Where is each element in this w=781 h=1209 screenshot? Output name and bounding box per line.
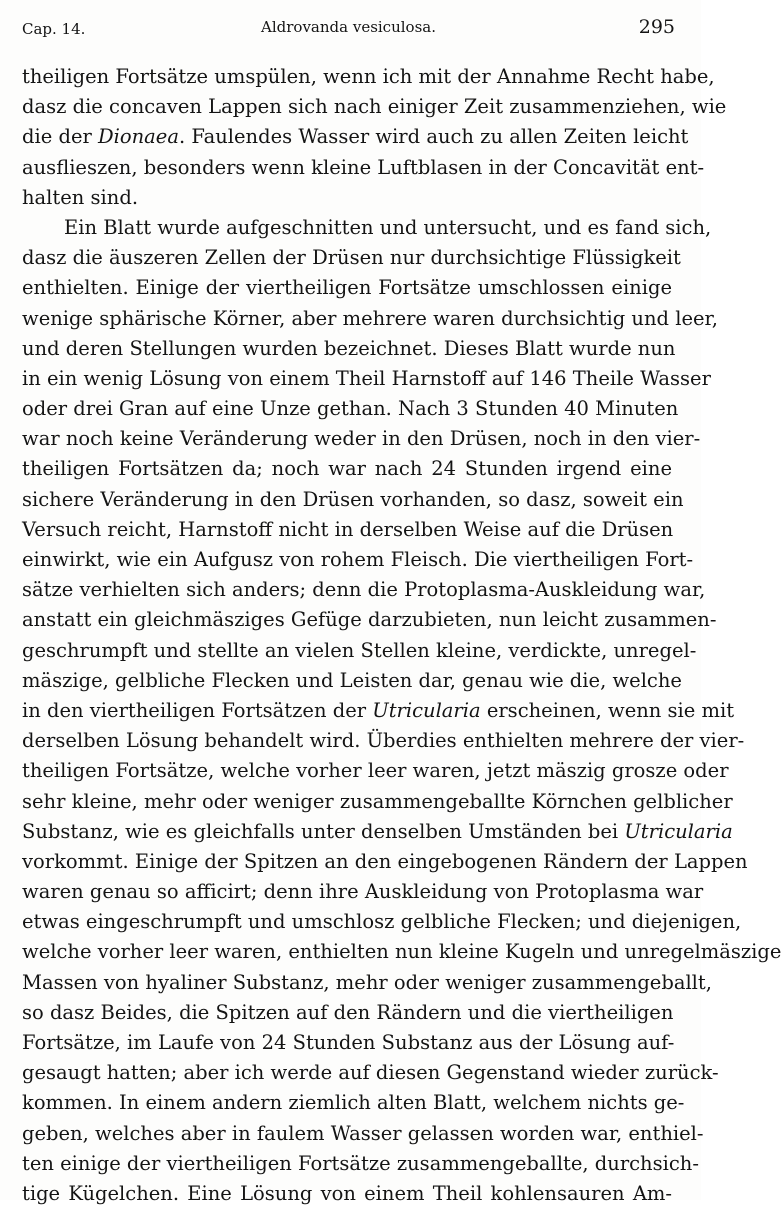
- text-run: gesaugt hatten; aber ich werde auf diesen Gegenstand wieder zurück-: [22, 1061, 719, 1085]
- text-run: etwas eingeschrumpft und umschlosz gelbliche Flecken; und diejenigen,: [22, 910, 742, 934]
- text-run: kommen. In einem andern ziemlich alten Blatt, welchem nichts ge-: [22, 1091, 685, 1115]
- text-line: [22, 1119, 704, 1149]
- text-line: [22, 183, 672, 213]
- italic-term: Utricularia: [624, 819, 733, 843]
- text-line: [22, 605, 717, 635]
- body-text: [22, 62, 781, 1209]
- text-run: erscheinen, wenn sie mit: [480, 698, 735, 722]
- text-line: [22, 92, 727, 122]
- text-line: [22, 877, 704, 907]
- text-line: [22, 485, 684, 515]
- text-line: [22, 726, 745, 756]
- text-line: [22, 122, 689, 152]
- text-line: [22, 696, 735, 726]
- text-run: Fortsätze, im Laufe von 24 Stunden Substanz aus der Lösung auf-: [22, 1031, 675, 1054]
- text-line: [22, 62, 715, 92]
- text-run: sichere Veränderung in den Drüsen vorhanden, so dasz, soweit ein: [22, 487, 684, 511]
- text-run: ausflieszen, besonders wenn kleine Luftblasen in der Concavität ent-: [22, 155, 705, 179]
- text-run: anstatt ein gleichmäsziges Gefüge darzubieten, nun leicht zusammen-: [22, 608, 717, 632]
- text-run: welche vorher leer waren, enthielten nun kleine Kugeln und unregelmäszige: [22, 940, 781, 964]
- chapter-label: Cap. 14.: [22, 20, 86, 38]
- italic-term: Dionaea: [98, 125, 179, 149]
- text-run: war noch keine Veränderung weder in den Drüsen, noch in den vier-: [22, 427, 701, 451]
- text-run: geben, welches aber in faulem Wasser gelassen worden war, enthiel-: [22, 1121, 704, 1145]
- text-line: [22, 817, 733, 847]
- text-line: [22, 213, 712, 243]
- text-run: vorkommt. Einige der Spitzen an den eingebogenen Rändern der Lappen: [22, 849, 748, 873]
- running-header: [22, 16, 675, 44]
- text-line: [22, 304, 718, 334]
- text-line: [22, 998, 672, 1028]
- text-line: [22, 1058, 719, 1088]
- page-number: 295: [638, 16, 675, 38]
- text-run: derselben Lösung behandelt wird. Überdies enthielten mehrere der vier-: [22, 729, 745, 753]
- text-run: dasz die äuszeren Zellen der Drüsen nur durchsichtige Flüssigkeit: [22, 246, 681, 270]
- text-run: waren genau so afficirt; denn ihre Auskleidung von Protoplasma war: [22, 880, 704, 904]
- text-line: [22, 1179, 672, 1209]
- text-run: halten sind.: [22, 185, 139, 209]
- text-line: [22, 847, 748, 877]
- text-line: [22, 907, 742, 937]
- text-line: [22, 636, 697, 666]
- text-run: Versuch reicht, Harnstoff nicht in derselben Weise auf die Drüsen: [22, 517, 674, 541]
- text-line: [22, 756, 729, 786]
- text-run: . Faulendes Wasser wird auch zu allen Zeiten leicht: [178, 125, 689, 149]
- text-run: geschrumpft und stellte an vielen Stellen kleine, verdickte, unregel-: [22, 638, 697, 662]
- text-line: [22, 937, 781, 967]
- text-line: [22, 968, 712, 998]
- text-line: [22, 545, 694, 575]
- text-run: theiligen Fortsätze umspülen, wenn ich mit der Annahme Recht habe,: [22, 65, 715, 88]
- text-line: [22, 364, 711, 394]
- italic-term: Utricularia: [372, 698, 481, 722]
- text-run: Ein Blatt wurde aufgeschnitten und untersucht, und es fand sich,: [64, 215, 712, 239]
- text-run: so dasz Beides, die Spitzen auf den Rändern und die viertheiligen: [22, 1000, 674, 1024]
- text-run: und deren Stellungen wurden bezeichnet. Dieses Blatt wurde nun: [22, 336, 676, 360]
- text-line: [22, 334, 676, 364]
- text-line: [22, 1028, 675, 1058]
- text-run: oder drei Gran auf eine Unze gethan. Nach 3 Stunden 40 Minuten: [22, 397, 679, 421]
- text-run: theiligen Fortsätze, welche vorher leer waren, jetzt mäszig grosze oder: [22, 759, 729, 783]
- text-line: [22, 394, 679, 424]
- running-title: Aldrovanda vesiculosa.: [261, 18, 436, 36]
- text-line: [22, 153, 705, 183]
- text-line: [22, 787, 733, 817]
- text-line: [22, 515, 672, 545]
- text-line: [22, 424, 701, 454]
- text-run: Massen von hyaliner Substanz, mehr oder weniger zusammengeballt,: [22, 970, 712, 994]
- text-line: [22, 1149, 699, 1179]
- text-line: [22, 1088, 685, 1118]
- text-run: dasz die concaven Lappen sich nach einiger Zeit zusammenziehen, wie: [22, 95, 727, 119]
- text-run: ten einige der viertheiligen Fortsätze zusammengeballte, durchsich-: [22, 1151, 699, 1175]
- text-run: enthielten. Einige der viertheiligen Fortsätze umschlossen einige: [22, 276, 672, 300]
- text-run: Substanz, wie es gleichfalls unter denselben Umständen bei: [22, 819, 625, 843]
- text-line: [22, 273, 672, 303]
- text-line: [22, 666, 682, 696]
- text-line: [22, 454, 672, 484]
- text-line: [22, 575, 706, 605]
- text-line: [22, 243, 681, 273]
- text-run: in ein wenig Lösung von einem Theil Harnstoff auf 146 Theile Wasser: [22, 366, 711, 390]
- text-run: in den viertheiligen Fortsätzen der: [22, 698, 373, 722]
- text-run: einwirkt, wie ein Aufgusz von rohem Fleisch. Die viertheiligen Fort-: [22, 548, 694, 571]
- text-run: tige Kügelchen. Eine Lösung von einem Theil kohlensauren Am-: [22, 1181, 672, 1205]
- text-run: die der: [22, 125, 99, 149]
- text-run: wenige sphärische Körner, aber mehrere waren durchsichtig und leer,: [22, 306, 718, 330]
- text-run: sätze verhielten sich anders; denn die Protoplasma-Auskleidung war,: [22, 578, 706, 602]
- text-run: mäszige, gelbliche Flecken und Leisten dar, genau wie die, welche: [22, 668, 682, 692]
- text-run: sehr kleine, mehr oder weniger zusammengeballte Körnchen gelblicher: [22, 789, 733, 813]
- text-run: theiligen Fortsätzen da; noch war nach 24 Stunden irgend eine: [22, 457, 672, 481]
